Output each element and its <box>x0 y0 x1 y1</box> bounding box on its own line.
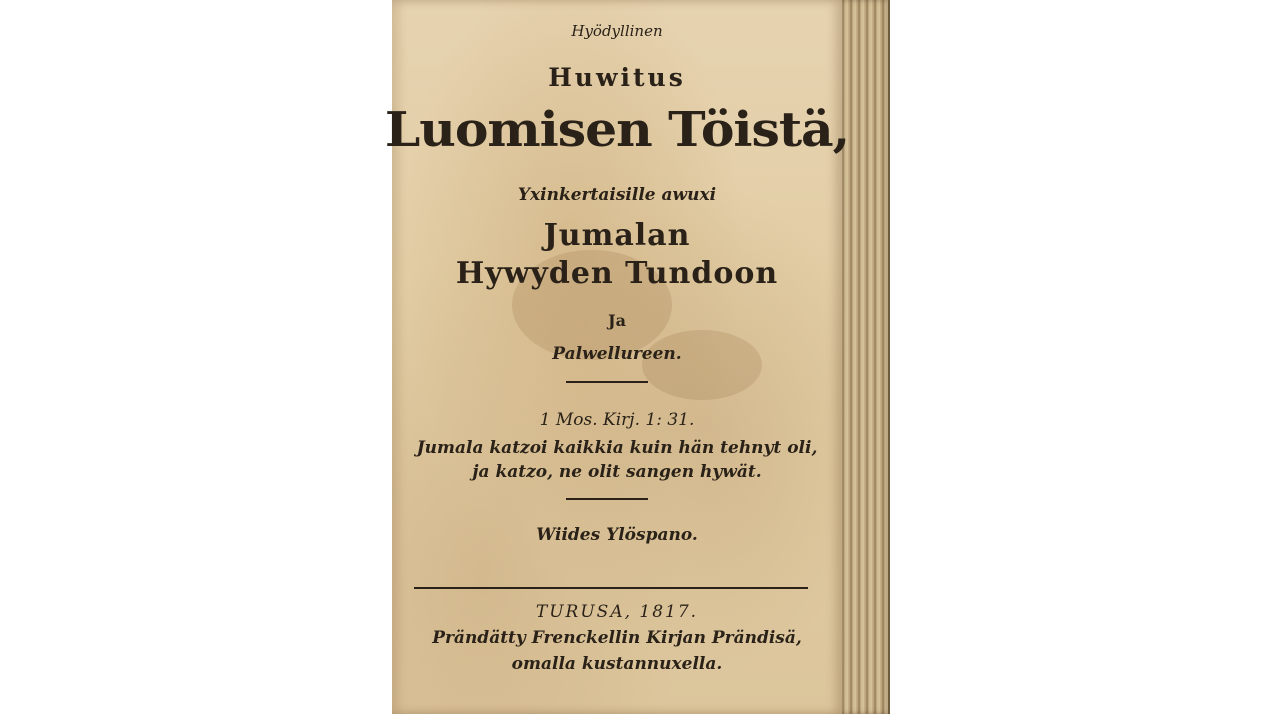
subtitle-line-4: Yxinkertaisille awuxi <box>517 185 717 205</box>
subtitle-line-2: Huwitus <box>548 63 686 92</box>
main-title: Luomisen Töistä, <box>384 102 850 158</box>
subtitle-line-8: Palwellureen. <box>552 344 682 364</box>
scripture-line-1: Jumala katzoi kaikkia kuin hän tehnyt oli, <box>416 438 818 458</box>
subtitle-line-7: Ja <box>608 311 626 330</box>
stain <box>642 330 762 400</box>
divider <box>566 498 648 500</box>
subtitle-line-1: Hyödyllinen <box>571 22 663 40</box>
edition-line: Wiides Ylöspano. <box>536 525 698 545</box>
scripture-line-2: ja katzo, ne olit sangen hywät. <box>472 462 762 482</box>
scripture-reference: 1 Mos. Kirj. 1: 31. <box>539 410 695 430</box>
publisher-line: omalla kustannuxella. <box>511 654 723 674</box>
divider <box>566 381 648 383</box>
imprint-divider <box>414 587 808 589</box>
book <box>384 0 888 714</box>
printer-line: Prändätty Frenckellin Kirjan Prändisä, <box>432 628 802 648</box>
subtitle-line-5: Jumalan <box>543 218 691 253</box>
subtitle-line-6: Hywyden Tundoon <box>455 256 779 291</box>
title-page <box>384 0 850 714</box>
place-year: TURUSA, 1817. <box>535 602 699 622</box>
